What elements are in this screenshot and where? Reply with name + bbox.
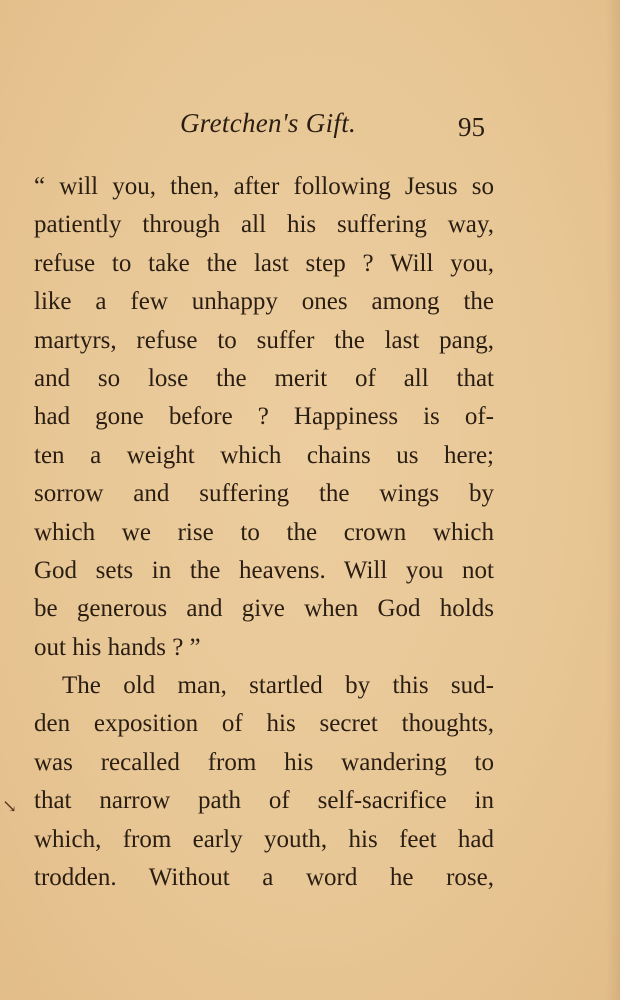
text-line: was recalled from his wandering to: [34, 748, 494, 776]
text-line: den exposition of his secret thoughts,: [34, 710, 494, 738]
text-line: be generous and give when God holds: [34, 595, 494, 623]
text-line: ten a weight which chains us here;: [34, 441, 494, 469]
page-header: [0, 108, 620, 148]
text-line: “ will you, then, after following Jesus so: [34, 173, 494, 200]
text-line: refuse to take the last step ? Will you,: [34, 249, 494, 277]
page-edge-shadow: [606, 0, 620, 1000]
text-line: which, from early youth, his feet had: [34, 825, 494, 853]
text-line: patiently through all his suffering way,: [34, 211, 494, 239]
page-number: 95: [458, 112, 485, 142]
text-line: that narrow path of self-sacrifice in: [34, 787, 494, 815]
text-line: which we rise to the crown which: [34, 518, 494, 546]
text-line: had gone before ? Happiness is of-: [34, 403, 494, 431]
text-line: martyrs, refuse to suffer the last pang,: [34, 326, 494, 354]
running-title: Gretchen's Gift.: [180, 108, 357, 138]
text-line: out his hands ? ”: [34, 633, 201, 661]
margin-mark-icon: ↘: [2, 796, 18, 816]
text-line: The old man, startled by this sud-: [62, 672, 494, 700]
text-line: and so lose the merit of all that: [34, 364, 494, 392]
body-text: [34, 168, 494, 897]
text-line: like a few unhappy ones among the: [34, 288, 494, 316]
text-line: God sets in the heavens. Will you not: [34, 556, 494, 584]
text-line: trodden. Without a word he rose,: [34, 864, 494, 892]
text-line: sorrow and suffering the wings by: [34, 480, 494, 508]
